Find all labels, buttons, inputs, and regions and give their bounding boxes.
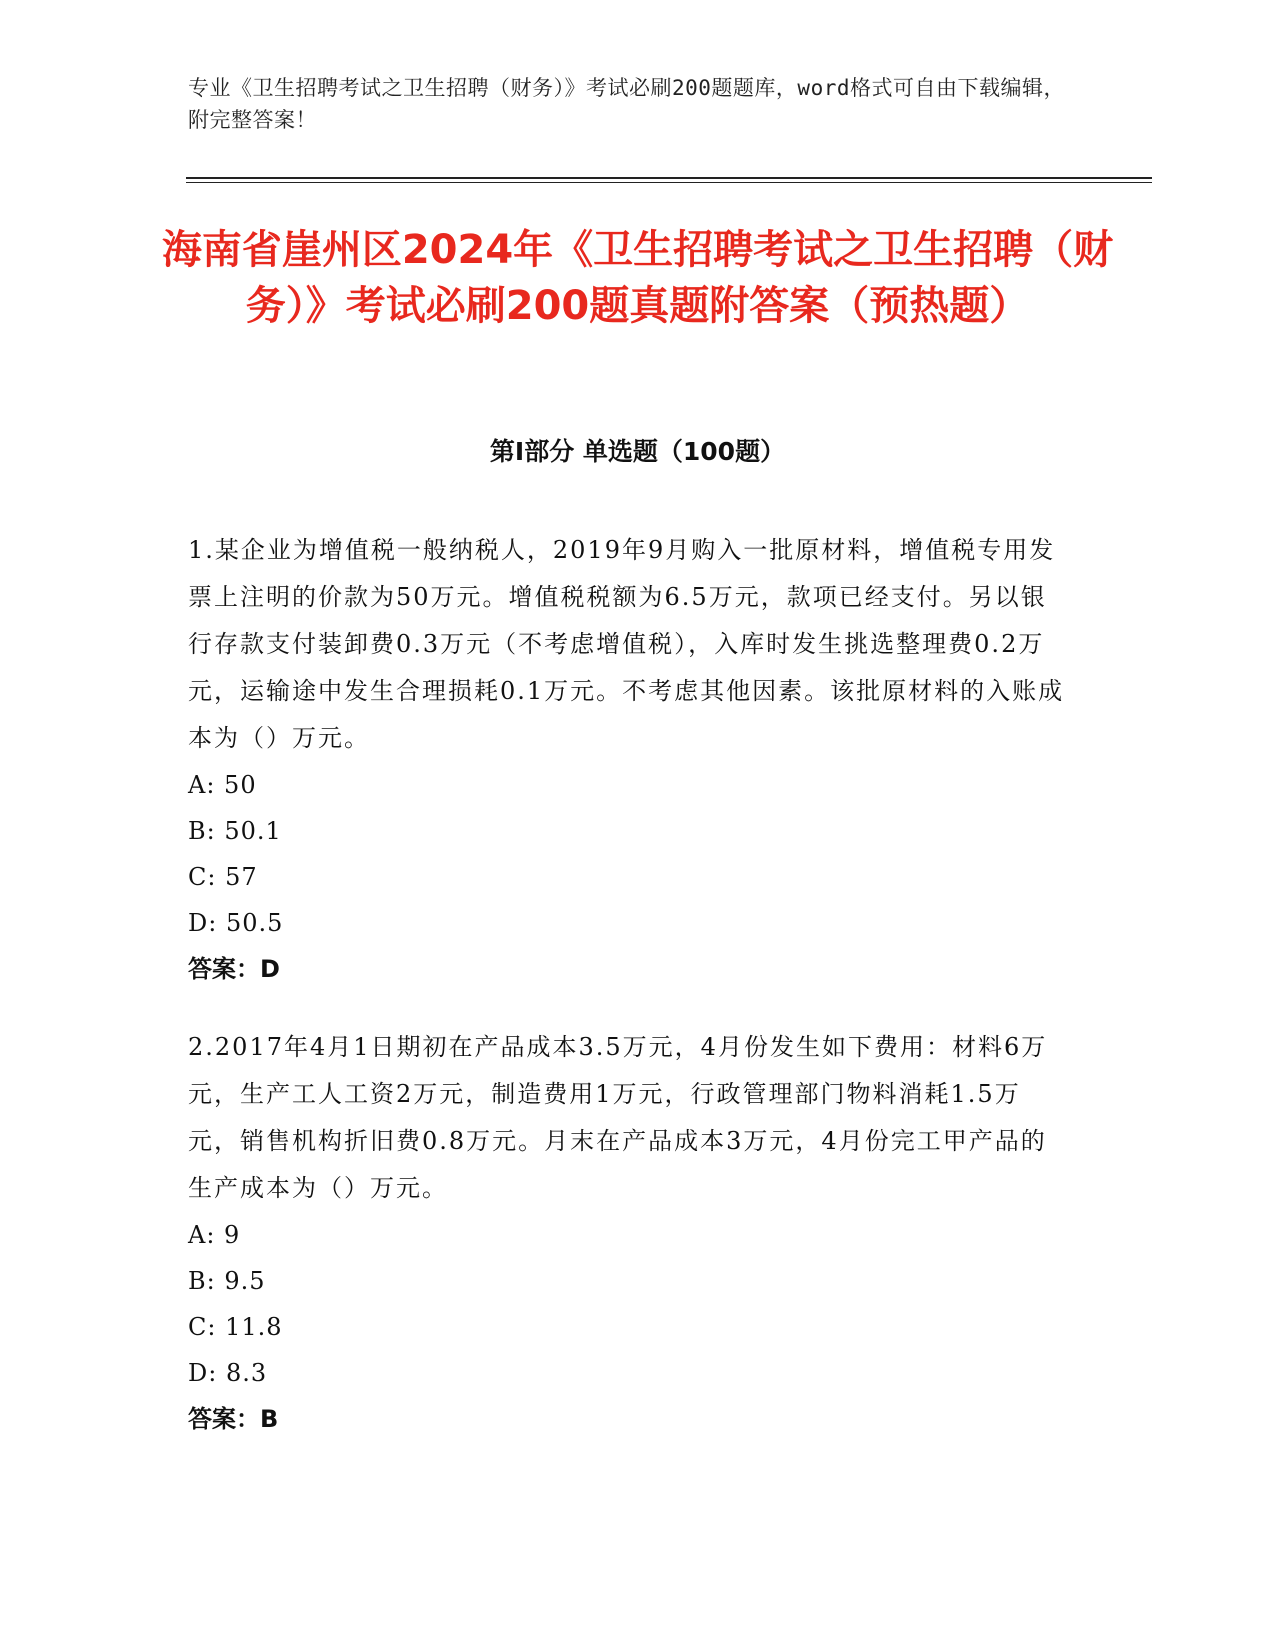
- option-b: B: 9.5: [188, 1267, 266, 1295]
- option-a: A: 9: [188, 1221, 241, 1249]
- option-d: D: 50.5: [188, 909, 284, 937]
- option-b: B: 50.1: [188, 817, 282, 845]
- header-divider-thin: [186, 182, 1152, 183]
- option-d: D: 8.3: [188, 1359, 268, 1387]
- question-block: [188, 527, 1068, 992]
- answer-line: 答案：B: [188, 1405, 279, 1433]
- option-a: A: 50: [188, 771, 257, 799]
- header-note: 专业《卫生招聘考试之卫生招聘（财务）》考试必刷200题题库，word格式可自由下载编辑，附完整答案！: [188, 76, 1065, 132]
- option-c: C: 11.8: [188, 1313, 283, 1341]
- answer-line: 答案：D: [188, 955, 280, 983]
- option-c: C: 57: [188, 863, 258, 891]
- header-divider-thick: [186, 177, 1152, 179]
- question-block: [188, 1024, 1068, 1442]
- question-stem: 2.2017年4月1日期初在产品成本3.5万元，4月份发生如下费用：材料6万元，生产工人工资2万元，制造费用1万元，行政管理部门物料消耗1.5万元，销售机构折旧费0.8万元。月末在产品成本3万元，4月份完工甲产品的生产成本为（）万元。: [188, 1033, 1048, 1202]
- question-stem: 1.某企业为增值税一般纳税人，2019年9月购入一批原材料，增值税专用发票上注明的价款为50万元。增值税税额为6.5万元，款项已经支付。另以银行存款支付装卸费0.3万元（不考虑增值税），入库时发生挑选整理费0.2万元，运输途中发生合理损耗0.1万元。不考虑其他因素。该批原材料的入账成本为（）万元。: [188, 536, 1065, 752]
- section-title: 第I部分 单选题（100题）: [489, 437, 786, 466]
- document-title: 海南省崖州区2024年《卫生招聘考试之卫生招聘（财务）》考试必刷200题真题附答案（预热题）: [161, 227, 1114, 329]
